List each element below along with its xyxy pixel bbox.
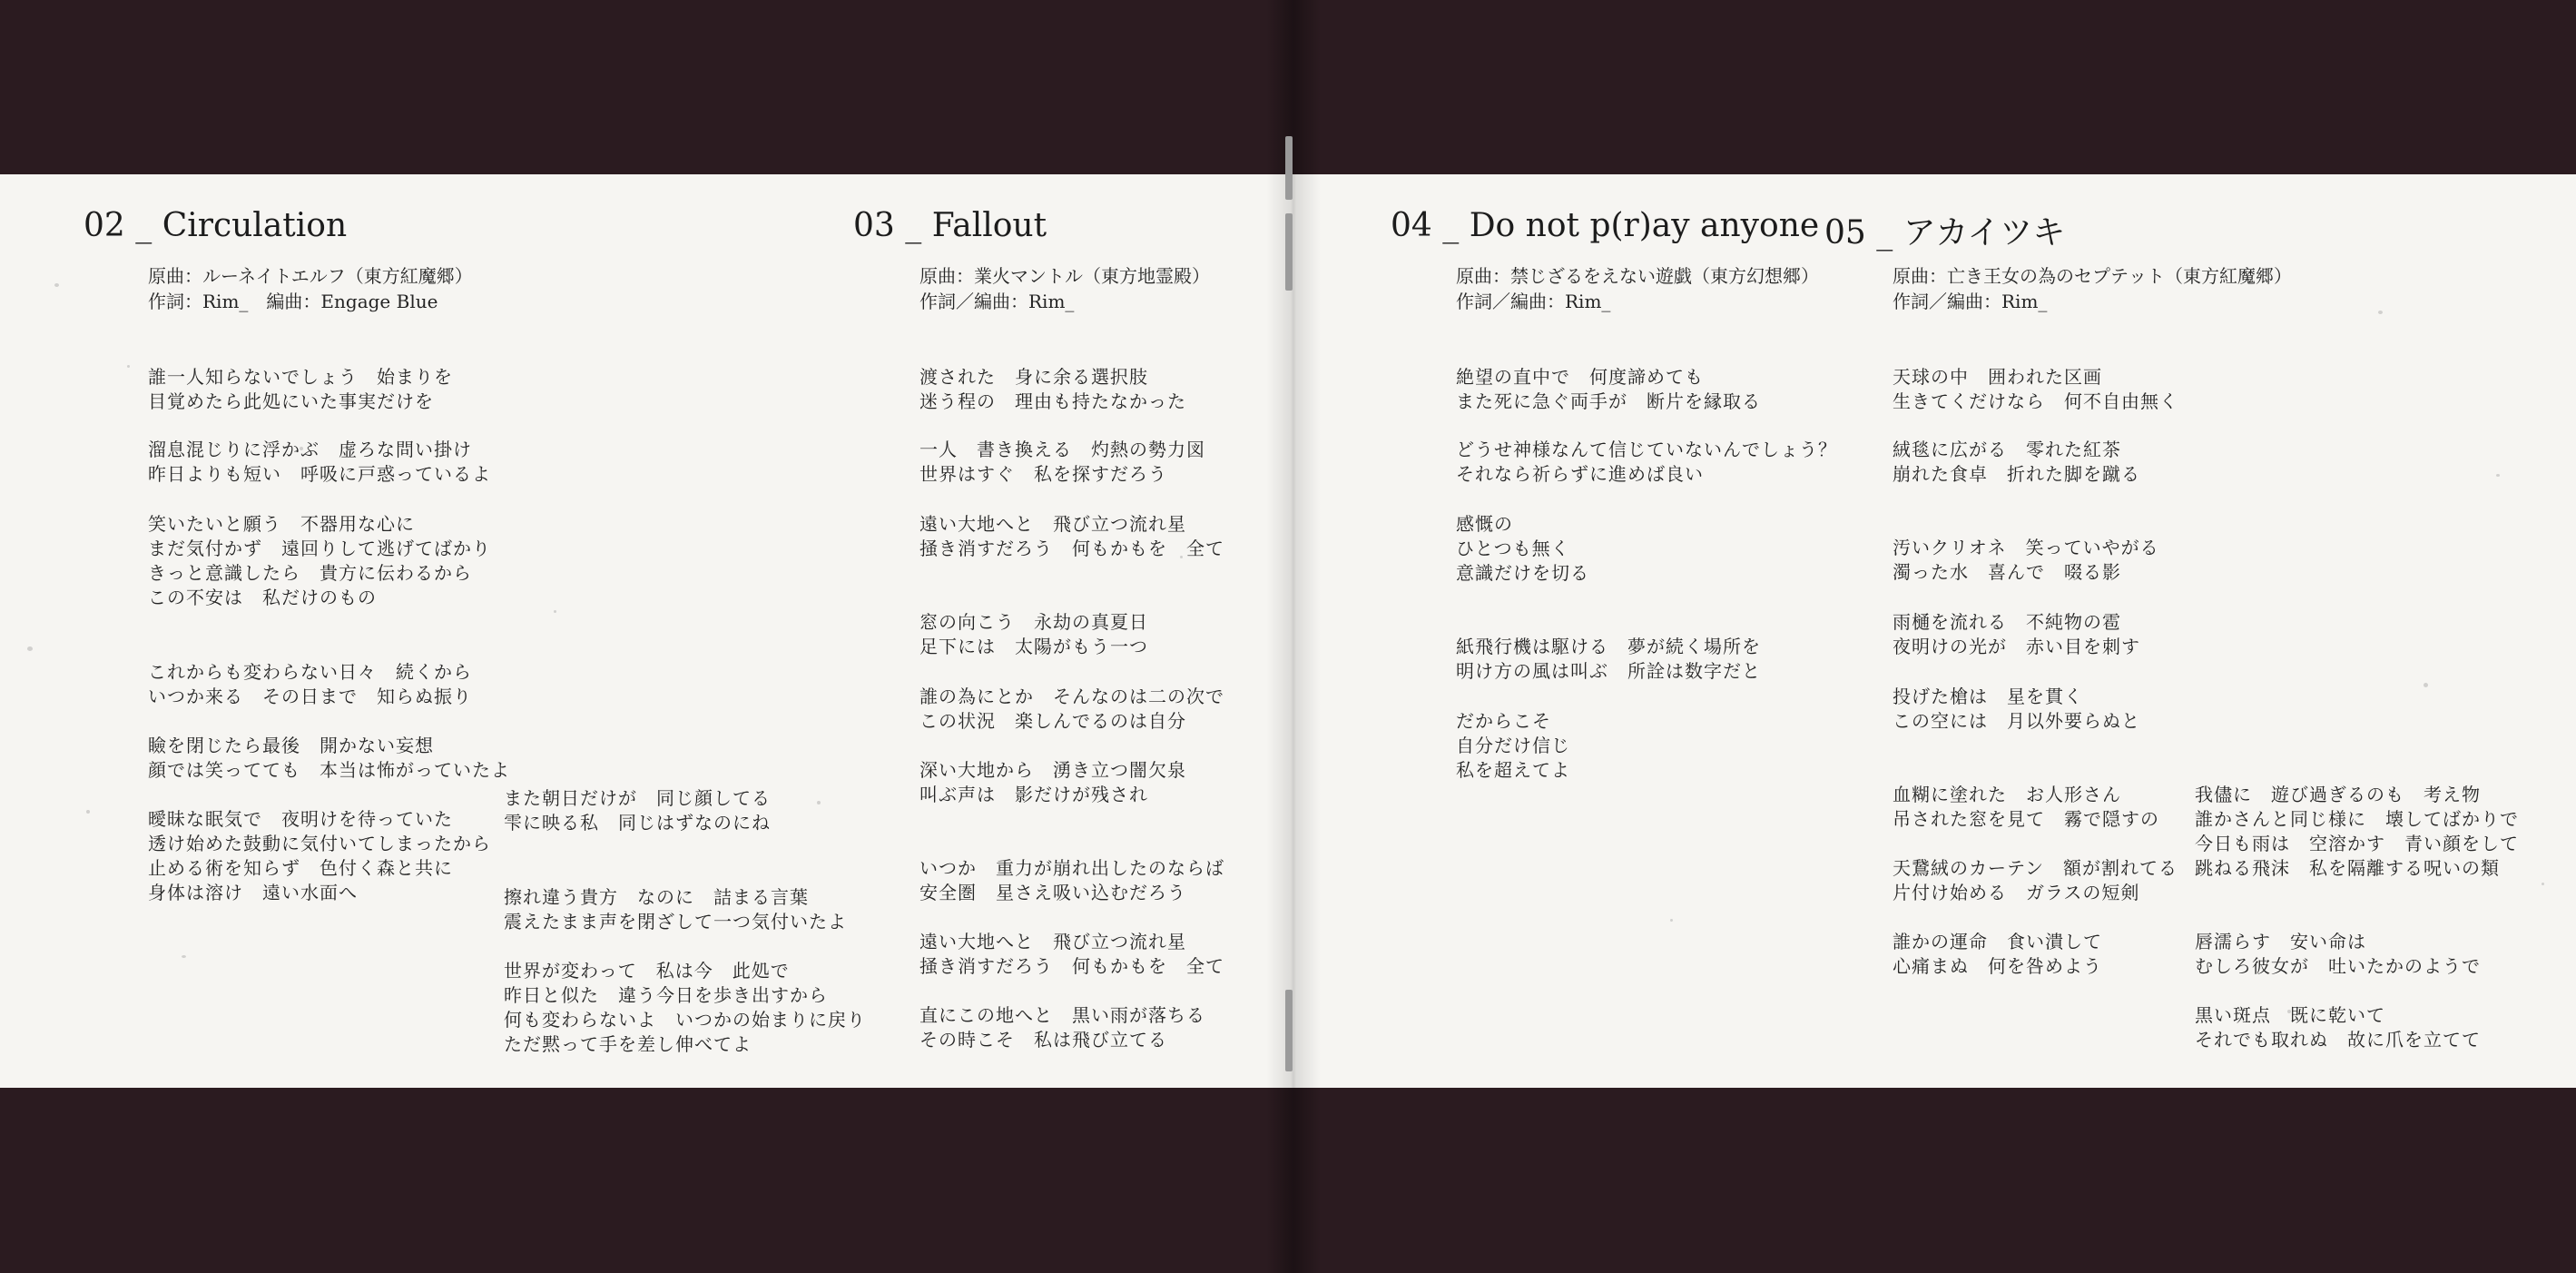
- lyric-line: 曖昧な眠気で 夜明けを待っていた: [148, 808, 453, 830]
- lyric-line: 誰かの運命 食い潰して: [1893, 931, 2102, 952]
- left-booklet-page: [0, 174, 1289, 1088]
- lyric-stanza: [1456, 365, 1761, 414]
- credit-lyrics-arrangement: 作詞／編曲：Rim_: [919, 291, 1075, 312]
- staple: [1285, 136, 1293, 200]
- staple: [1285, 213, 1293, 291]
- lyric-stanza: [919, 438, 1205, 487]
- lyric-line: 叫ぶ声は 影だけが残され: [919, 784, 1148, 805]
- lyric-line: 誰の為にとか そんなのは二の次で: [919, 686, 1224, 707]
- lyric-line: 崩れた食卓 折れた脚を蹴る: [1893, 463, 2140, 485]
- credit-original-tune: 原曲：亡き王女の為のセプテット（東方紅魔郷）: [1893, 265, 2292, 287]
- lyric-stanza: [148, 734, 510, 783]
- lyric-line: この不安は 私だけのもの: [148, 587, 377, 608]
- lyric-line: ただ黙って手を差し伸べてよ: [504, 1033, 752, 1055]
- credit-original-tune: 原曲：ルーネイトエルフ（東方紅魔郷）: [148, 265, 473, 287]
- song-title-fallout: 03 _ Fallout: [853, 207, 1047, 244]
- lyric-line: それなら祈らずに進めば良い: [1456, 463, 1704, 485]
- lyric-stanza: [2195, 783, 2519, 881]
- right-booklet-page: [1289, 174, 2576, 1088]
- lyric-line: 震えたまま声を閉ざして一つ気付いたよ: [504, 911, 847, 933]
- credit-original-tune: 原曲：業火マントル（東方地霊殿）: [919, 265, 1210, 287]
- lyric-stanza: [504, 786, 771, 835]
- credit-original-tune: 原曲：禁じざるをえない遊戯（東方幻想郷）: [1456, 265, 1819, 287]
- lyric-stanza: [919, 512, 1224, 561]
- lyric-line: 感慨の: [1456, 513, 1513, 535]
- lyric-stanza: [504, 885, 847, 934]
- lyric-line: 渡された 身に余る選択肢: [919, 366, 1148, 388]
- lyric-stanza: [148, 512, 491, 610]
- lyric-line: 濁った水 喜んで 啜る影: [1893, 561, 2121, 583]
- lyric-line: 直にこの地へと 黒い雨が落ちる: [919, 1004, 1205, 1026]
- lyric-line: 止める術を知らず 色付く森と共に: [148, 857, 453, 879]
- lyric-line: 顔では笑ってても 本当は怖がっていたよ: [148, 759, 510, 781]
- lyric-line: 窓の向こう 永劫の真夏日: [919, 611, 1148, 633]
- lyric-line: 一人 書き換える 灼熱の勢力図: [919, 439, 1205, 460]
- lyric-line: 掻き消すだろう 何もかもを 全て: [919, 538, 1224, 559]
- lyric-line: それでも取れぬ 故に爪を立てて: [2195, 1029, 2481, 1051]
- lyric-line: 吊された窓を見て 霧で隠すの: [1893, 808, 2159, 830]
- lyric-line: 世界が変わって 私は今 此処で: [504, 960, 790, 982]
- lyric-line: 遠い大地へと 飛び立つ流れ星: [919, 513, 1186, 535]
- lyric-line: 掻き消すだろう 何もかもを 全て: [919, 955, 1224, 977]
- lyric-stanza: [1893, 930, 2102, 979]
- lyric-line: 目覚めたら此処にいた事実だけを: [148, 390, 434, 412]
- song-title-akaitsuki: 05 _ アカイツキ: [1824, 214, 2066, 252]
- lyric-line: 意識だけを切る: [1456, 562, 1589, 584]
- lyric-line: 透け始めた鼓動に気付いてしまったから: [148, 833, 491, 854]
- lyric-line: 跳ねる飛沫 私を隔離する呪いの類: [2195, 857, 2500, 879]
- lyric-line: きっと意識したら 貴方に伝わるから: [148, 562, 472, 584]
- song-title-do-not-pray-anyone: 04 _ Do not p(r)ay anyone: [1391, 207, 1820, 244]
- lyric-line: ひとつも無く: [1456, 538, 1570, 559]
- lyric-line: 夜明けの光が 赤い目を刺す: [1893, 636, 2140, 657]
- credit-lyrics-arrangement: 作詞／編曲：Rim_: [1456, 291, 1611, 312]
- lyric-line: 唇濡らす 安い命は: [2195, 931, 2366, 952]
- lyric-stanza: [148, 365, 453, 414]
- lyric-line: 絨毯に広がる 零れた紅茶: [1893, 439, 2121, 460]
- lyric-stanza: [919, 365, 1186, 414]
- lyric-line: いつか 重力が崩れ出したのならば: [919, 857, 1224, 879]
- lyric-line: 足下には 太陽がもう一つ: [919, 636, 1148, 657]
- lyric-line: 瞼を閉じたら最後 開かない妄想: [148, 735, 434, 756]
- lyric-stanza: [1893, 685, 2140, 734]
- lyric-line: 世界はすぐ 私を探すだろう: [919, 463, 1167, 485]
- lyric-stanza: [919, 930, 1224, 979]
- lyric-stanza: [919, 685, 1224, 734]
- lyric-line: 汚いクリオネ 笑っていやがる: [1893, 537, 2159, 558]
- lyric-line: 我儘に 遊び過ぎるのも 考え物: [2195, 784, 2481, 805]
- lyric-stanza: [1893, 783, 2159, 832]
- lyric-line: 雨樋を流れる 不純物の雹: [1893, 611, 2121, 633]
- lyric-line: むしろ彼女が 吐いたかのようで: [2195, 955, 2481, 977]
- song-credits-do-not-pray-anyone: [1456, 263, 1819, 314]
- lyric-line: 雫に映る私 同じはずなのにね: [504, 812, 771, 834]
- lyric-stanza: [1893, 856, 2178, 905]
- lyric-stanza: [1456, 635, 1761, 684]
- lyric-line: 何も変わらないよ いつかの始まりに戻り: [504, 1009, 866, 1031]
- lyric-line: 誰かさんと同じ様に 壊してばかりで: [2195, 808, 2519, 830]
- song-credits-circulation: [148, 263, 473, 314]
- lyric-stanza: [919, 758, 1186, 807]
- lyric-line: どうせ神様なんて信じていないんでしょう？: [1456, 439, 1837, 460]
- lyric-line: 昨日よりも短い 呼吸に戸惑っているよ: [148, 463, 491, 485]
- song-credits-akaitsuki: [1893, 263, 2292, 314]
- lyric-line: この状況 楽しんでるのは自分: [919, 710, 1186, 732]
- credit-lyrics-arrangement: 作詞／編曲：Rim_: [1893, 291, 2048, 312]
- lyric-line: また朝日だけが 同じ顔してる: [504, 787, 771, 809]
- staple: [1285, 990, 1293, 1071]
- lyric-stanza: [1456, 709, 1570, 783]
- lyric-line: 天鵞絨のカーテン 額が割れてる: [1893, 857, 2178, 879]
- song-credits-fallout: [919, 263, 1210, 314]
- lyric-stanza: [148, 438, 491, 487]
- lyric-stanza: [919, 610, 1148, 659]
- lyric-line: 自分だけ信じ: [1456, 735, 1570, 756]
- lyric-line: 黒い斑点 既に乾いて: [2195, 1004, 2385, 1026]
- lyric-line: 安全圏 星さえ吸い込むだろう: [919, 882, 1186, 903]
- lyric-stanza: [1456, 438, 1837, 487]
- lyric-stanza: [919, 1003, 1205, 1052]
- lyric-stanza: [504, 959, 866, 1057]
- lyric-line: 昨日と似た 違う今日を歩き出すから: [504, 984, 828, 1006]
- lyric-stanza: [2195, 930, 2481, 979]
- lyric-stanza: [1893, 610, 2140, 659]
- lyric-line: これからも変わらない日々 続くから: [148, 661, 472, 683]
- lyric-line: 生きてくだけなら 何不自由無く: [1893, 390, 2178, 412]
- lyric-line: 擦れ違う貴方 なのに 詰まる言葉: [504, 886, 809, 908]
- lyric-line: 絶望の直中で 何度諦めても: [1456, 366, 1704, 388]
- lyric-line: だからこそ: [1456, 710, 1551, 732]
- credit-lyrics-arrangement: 作詞：Rim_ 編曲：Engage Blue: [148, 291, 438, 312]
- lyric-line: 深い大地から 湧き立つ闇欠泉: [919, 759, 1186, 781]
- lyric-line: 血糊に塗れた お人形さん: [1893, 784, 2121, 805]
- lyric-line: 笑いたいと願う 不器用な心に: [148, 513, 415, 535]
- lyric-line: 私を超えてよ: [1456, 759, 1570, 781]
- lyric-line: 遠い大地へと 飛び立つ流れ星: [919, 931, 1186, 952]
- lyric-line: 溜息混じりに浮かぶ 虚ろな問い掛け: [148, 439, 472, 460]
- bottom-dark-band: [0, 1088, 2576, 1273]
- lyric-line: 心痛まぬ 何を咎めよう: [1893, 955, 2102, 977]
- lyric-stanza: [1456, 512, 1589, 586]
- lyric-line: 片付け始める ガラスの短剣: [1893, 882, 2140, 903]
- lyric-stanza: [1893, 438, 2140, 487]
- lyric-stanza: [1893, 536, 2159, 585]
- song-title-circulation: 02 _ Circulation: [84, 207, 348, 244]
- lyric-line: 紙飛行機は駆ける 夢が続く場所を: [1456, 636, 1761, 657]
- lyric-stanza: [148, 660, 472, 709]
- lyric-line: 今日も雨は 空溶かす 青い顔をして: [2195, 833, 2519, 854]
- lyric-line: まだ気付かず 遠回りして逃げてばかり: [148, 538, 491, 559]
- lyric-line: 明け方の風は叫ぶ 所詮は数字だと: [1456, 660, 1761, 682]
- lyric-line: 天球の中 囲われた区画: [1893, 366, 2102, 388]
- lyric-stanza: [919, 856, 1224, 905]
- lyric-stanza: [1893, 365, 2178, 414]
- lyric-line: いつか来る その日まで 知らぬ振り: [148, 686, 472, 707]
- lyric-stanza: [148, 807, 491, 905]
- lyric-line: 迷う程の 理由も持たなかった: [919, 390, 1186, 412]
- lyric-line: その時こそ 私は飛び立てる: [919, 1029, 1167, 1051]
- lyric-line: また死に急ぐ両手が 断片を縁取る: [1456, 390, 1761, 412]
- lyric-line: 投げた槍は 星を貫く: [1893, 686, 2083, 707]
- lyric-line: 誰一人知らないでしょう 始まりを: [148, 366, 453, 388]
- lyric-line: 身体は溶け 遠い水面へ: [148, 882, 358, 903]
- lyric-stanza: [2195, 1003, 2481, 1052]
- lyric-line: この空には 月以外要らぬと: [1893, 710, 2140, 732]
